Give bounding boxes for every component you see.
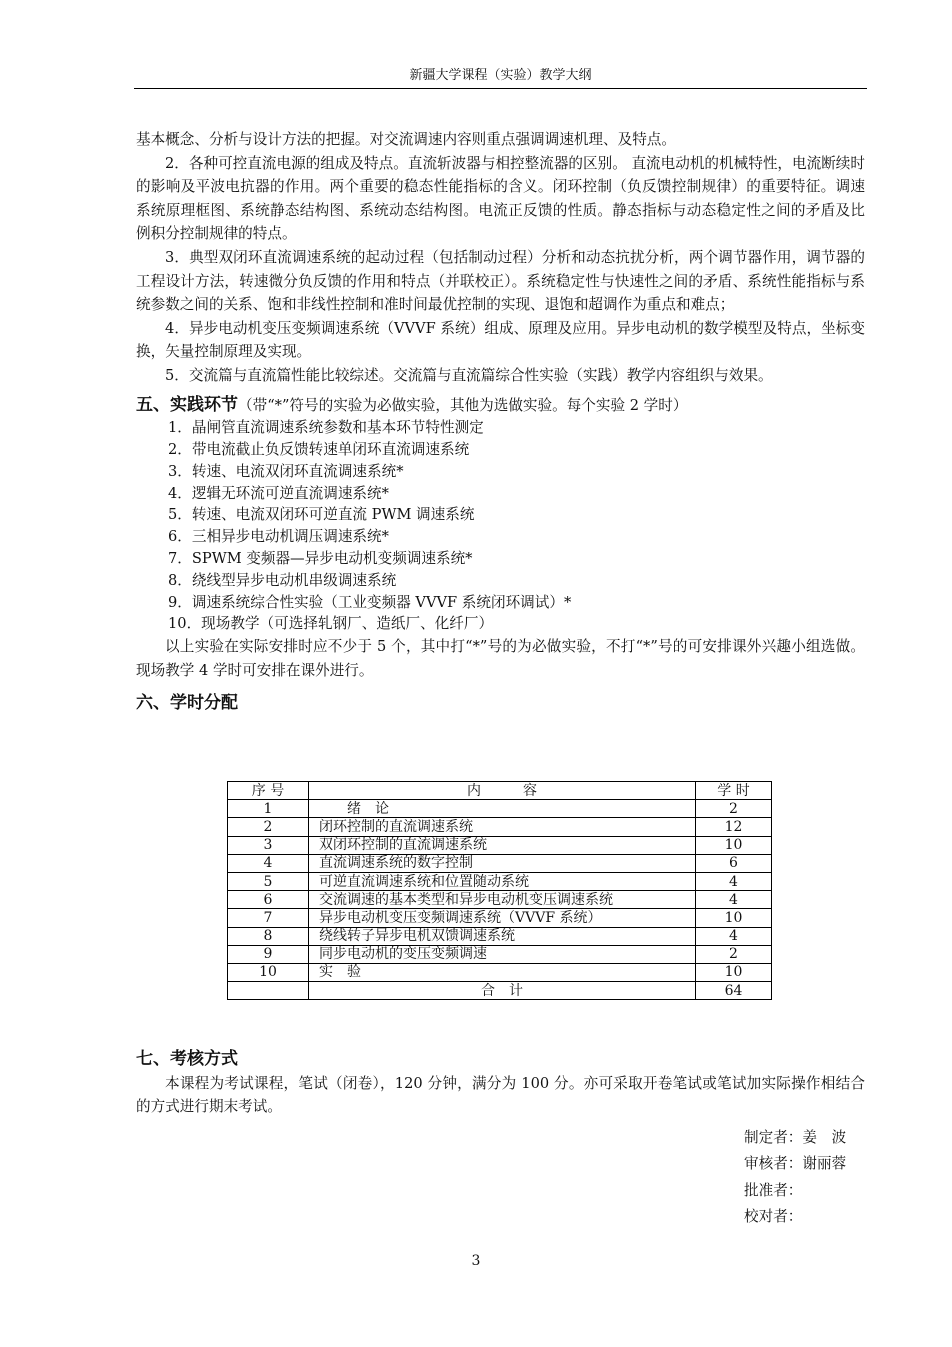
section-5-heading: [136, 394, 865, 418]
cell-hours: 10: [696, 836, 772, 854]
cell-no: 2: [228, 818, 309, 836]
cell-hours: 4: [696, 891, 772, 909]
signer-approver: 批准者：: [744, 1181, 803, 1199]
paragraph-item-4: 4．异步电动机变压变频调速系统（VVVF 系统）组成、原理及应用。异步电动机的数学模型及特点，坐标变换，矢量控制原理及实现。: [136, 319, 865, 361]
cell-hours: 2: [696, 945, 772, 963]
header-rule: [134, 88, 867, 89]
paragraph-item-5: 5．交流篇与直流篇性能比较综述。交流篇与直流篇综合性实验（实践）教学内容组织与效果。: [165, 366, 773, 384]
table-total-row: [228, 982, 772, 1000]
column-header-content: 内 容: [309, 782, 696, 800]
table-row: [228, 891, 772, 909]
page-number: 3: [471, 1253, 481, 1269]
signer-reviewer: 审核者：谢丽蓉: [744, 1155, 847, 1173]
section-5-note: （带“*”符号的实验为必做实验，其他为选做实验。每个实验 2 学时）: [238, 396, 688, 414]
experiment-remark: 以上实验在实际安排时应不少于 5 个，其中打“*”号的为必做实验，不打“*”号的可安排课外兴趣小组选做。现场教学 4 学时可安排在课外进行。: [136, 638, 865, 679]
list-item: 10．现场教学（可选择轧钢厂、造纸厂、化纤厂）: [168, 615, 494, 633]
total-label: 合 计: [309, 982, 696, 1000]
cell-no: 3: [228, 836, 309, 854]
list-item: 3．转速、电流双闭环直流调速系统*: [168, 462, 404, 480]
list-item: 9．调速系统综合性实验（工业变频器 VVVF 系统闭环调试）*: [168, 593, 572, 611]
list-item: 4．逻辑无环流可逆直流调速系统*: [168, 484, 389, 502]
paragraph-continued: 基本概念、分析与设计方法的把握。对交流调速内容则重点强调调速机理、及特点。: [136, 131, 676, 148]
section-7-title: 七、考核方式: [136, 1049, 238, 1069]
cell-content: 异步电动机变压变频调速系统（VVVF 系统）: [309, 909, 696, 927]
table-row: [228, 945, 772, 963]
hours-table: [227, 781, 772, 1000]
table-row: [228, 800, 772, 818]
table-row: [228, 909, 772, 927]
cell-content: 实 验: [309, 963, 696, 981]
cell-empty: [228, 982, 309, 1000]
paragraph-item-3: 3．典型双闭环直流调速系统的起动过程（包括制动过程）分析和动态抗扰分析，两个调节器作用，调节器的工程设计方法，转速微分负反馈的作用和特点（并联校正）。系统稳定性与快速性之间的矛盾、系统性能指标与系统参数之间的关系、饱和非线性控制和准时间最优控制的实现、退饱和超调作为重点和难点；: [136, 248, 865, 314]
cell-content: 双闭环控制的直流调速系统: [309, 836, 696, 854]
section-7-heading: [136, 1048, 865, 1072]
cell-no: 1: [228, 800, 309, 818]
document-body: [136, 128, 865, 716]
cell-content: 同步电动机的变压变频调速: [309, 945, 696, 963]
table-row: [228, 836, 772, 854]
table-row: [228, 854, 772, 872]
cell-content: 闭环控制的直流调速系统: [309, 818, 696, 836]
list-item: 5．转速、电流双闭环可逆直流 PWM 调速系统: [168, 506, 475, 524]
total-value: 64: [696, 982, 772, 1000]
cell-no: 6: [228, 891, 309, 909]
section-5-title: 五、实践环节: [136, 394, 238, 415]
cell-no: 10: [228, 963, 309, 981]
cell-hours: 4: [696, 872, 772, 890]
signers-block: [744, 1125, 874, 1230]
cell-hours: 10: [696, 963, 772, 981]
page-header: 新疆大学课程（实验）教学大纲: [409, 68, 592, 83]
table-row: [228, 963, 772, 981]
section-6-heading: [136, 692, 865, 716]
paragraph-item-2: 2．各种可控直流电源的组成及特点。直流斩波器与相控整流器的区别。 直流电动机的机械特性，电流断续时的影响及平波电抗器的作用。两个重要的稳态性能指标的含义。闭环控制（负反馈控制规律）的重要特征。调速系统原理框图、系统静态结构图、系统动态结构图。电流正反馈的性质。静态指标与动态稳定性之间的矛盾及比例积分控制规律的特点。: [136, 154, 865, 243]
experiment-list: [136, 417, 865, 635]
section-7: [136, 1048, 865, 1119]
signer-author: 制定者：姜 波: [744, 1129, 847, 1146]
cell-hours: 12: [696, 818, 772, 836]
cell-hours: 10: [696, 909, 772, 927]
list-item: 2．带电流截止负反馈转速单闭环直流调速系统: [168, 440, 470, 458]
column-header-hours: 学 时: [696, 782, 772, 800]
table-header-row: [228, 782, 772, 800]
cell-content: 绪 论: [309, 800, 696, 818]
cell-no: 9: [228, 945, 309, 963]
cell-content: 交流调速的基本类型和异步电动机变压调速系统: [309, 891, 696, 909]
list-item: 6．三相异步电动机调压调速系统*: [168, 528, 389, 546]
cell-hours: 2: [696, 800, 772, 818]
list-item: 7．SPWM 变频器—异步电动机变频调速系统*: [168, 549, 473, 567]
column-header-no: 序 号: [228, 782, 309, 800]
cell-content: 直流调速系统的数字控制: [309, 854, 696, 872]
cell-no: 5: [228, 872, 309, 890]
section-7-text: 本课程为考试课程，笔试（闭卷），120 分钟，满分为 100 分。亦可采取开卷笔试或笔试加实际操作相结合的方式进行期末考试。: [136, 1074, 865, 1116]
cell-content: 绕线转子异步电机双馈调速系统: [309, 927, 696, 945]
cell-hours: 4: [696, 927, 772, 945]
cell-no: 8: [228, 927, 309, 945]
cell-hours: 6: [696, 854, 772, 872]
cell-no: 4: [228, 854, 309, 872]
table-row: [228, 927, 772, 945]
section-6-title: 六、学时分配: [136, 693, 238, 714]
table-row: [228, 818, 772, 836]
table-row: [228, 872, 772, 890]
list-item: 8．绕线型异步电动机串级调速系统: [168, 571, 397, 589]
cell-no: 7: [228, 909, 309, 927]
signer-proofreader: 校对者：: [744, 1207, 803, 1225]
list-item: 1．晶闸管直流调速系统参数和基本环节特性测定: [168, 419, 484, 437]
cell-content: 可逆直流调速系统和位置随动系统: [309, 872, 696, 890]
